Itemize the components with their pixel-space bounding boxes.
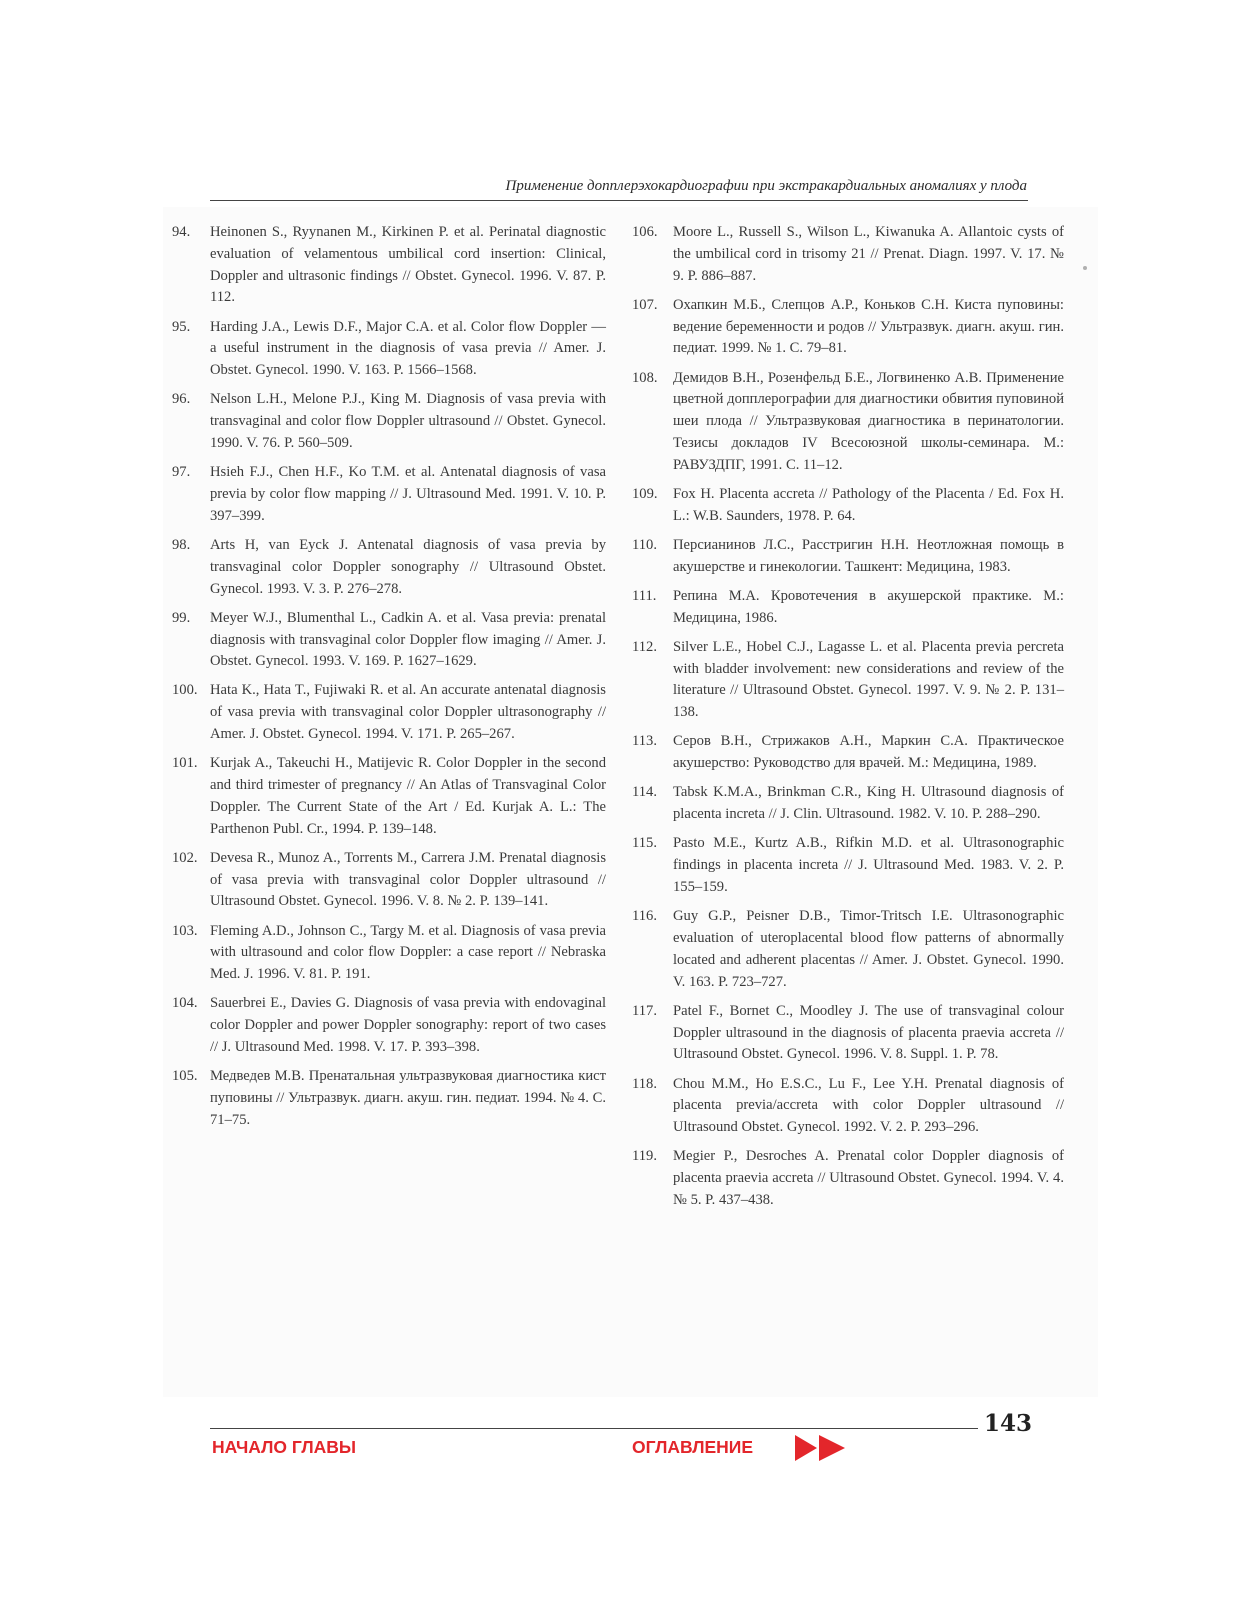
reference-number: 106.: [632, 224, 658, 240]
reference-item: [172, 993, 606, 1058]
reference-item: [632, 637, 1064, 724]
reference-item: [632, 782, 1064, 826]
reference-number: 112.: [632, 638, 657, 655]
reference-number: 94.: [172, 224, 191, 240]
reference-item: [632, 295, 1064, 360]
reference-text: Guy G.P., Peisner D.B., Timor-Tritsch I.E. Ultrasonographic evaluation of uteroplacental blood flow patterns of abnormally located and adherent placentas // Amer. J. Obstet. Gynecol. 1990. V. 163. P. 723–727.: [673, 908, 1064, 990]
reference-number: 100.: [172, 682, 198, 699]
table-of-contents-link[interactable]: ОГЛАВЛЕНИЕ: [632, 1437, 754, 1457]
reference-number: 105.: [172, 1068, 198, 1085]
reference-text: Patel F., Bornet C., Moodley J. The use of transvaginal colour Doppler ultrasound in the diagnosis of placenta praevia accreta // Ultrasound Obstet. Gynecol. 1996. V. 8. Suppl. 1. P. 78.: [673, 1002, 1064, 1063]
reference-number: 118.: [632, 1075, 657, 1092]
reference-item: [632, 586, 1064, 630]
reference-text: Moore L., Russell S., Wilson L., Kiwanuka A. Allantoic cysts of the umbilical cord in trisomy 21 // Prenat. Diagn. 1997. V. 17. № 9. P. 886–887.: [673, 224, 1064, 284]
reference-item: [172, 389, 606, 454]
page-number: 143: [984, 1410, 1033, 1437]
reference-number: 103.: [172, 922, 198, 939]
reference-number: 99.: [172, 609, 191, 626]
reference-number: 107.: [632, 296, 658, 313]
reference-item: [172, 680, 606, 745]
reference-item: [172, 222, 606, 309]
header-rule: [210, 200, 1028, 201]
chapter-start-link[interactable]: НАЧАЛО ГЛАВЫ: [212, 1437, 357, 1457]
reference-number: 114.: [632, 784, 657, 801]
reference-text: Arts H, van Eyck J. Antenatal diagnosis of vasa previa by transvaginal color Doppler sonography // Ultrasound Obstet. Gynecol. 1993. V. 3. P. 276–278.: [210, 536, 606, 597]
reference-number: 113.: [632, 733, 657, 750]
footer-rule: [210, 1428, 978, 1429]
reference-item: [172, 462, 606, 527]
reference-item: [172, 921, 606, 986]
reference-text: Охапкин М.Б., Слепцов А.Р., Коньков С.Н. Киста пуповины: ведение беременности и родов // Ультразвук. диагн. акуш. гин. педиат. 1999. № 1. С. 79–81.: [673, 296, 1064, 357]
fast-forward-icon[interactable]: [795, 1433, 847, 1463]
reference-item: [172, 608, 606, 673]
reference-number: 108.: [632, 369, 658, 386]
reference-number: 97.: [172, 464, 191, 481]
reference-text: Репина М.А. Кровотечения в акушерской практике. М.: Медицина, 1986.: [673, 587, 1064, 626]
reference-number: 109.: [632, 485, 658, 502]
reference-item: [632, 222, 1064, 287]
reference-number: 102.: [172, 849, 198, 866]
reference-text: Harding J.A., Lewis D.F., Major C.A. et al. Color flow Doppler — a useful instrument in the diagnosis of vasa previa // Amer. J. Obstet. Gynecol. 1990. V. 163. P. 1566–1568.: [210, 318, 606, 379]
reference-text: Медведев М.В. Пренатальная ультразвуковая диагностика кист пуповины // Ультразвук. диагн. акуш. гин. педиат. 1994. № 4. С. 71–75.: [210, 1068, 606, 1128]
reference-number: 111.: [632, 587, 657, 604]
reference-item: [172, 317, 606, 382]
reference-number: 110.: [632, 536, 657, 553]
reference-item: [172, 1066, 606, 1131]
reference-text: Pasto M.E., Kurtz A.B., Rifkin M.D. et al. Ultrasonographic findings in placenta increta // J. Ultrasound Med. 1983. V. 2. P. 155–159.: [673, 835, 1064, 896]
reference-text: Heinonen S., Ryynanen M., Kirkinen P. et al. Perinatal diagnostic evaluation of velamentous umbilical cord insertion: Clinical, Doppler and ultrasonic findings // Obstet. Gynecol. 1996. V. 87. P. 112.: [210, 224, 606, 306]
reference-item: [632, 1001, 1064, 1066]
reference-text: Nelson L.H., Melone P.J., King M. Diagnosis of vasa previa with transvaginal and color flow Doppler ultrasound // Obstet. Gynecol. 1990. V. 76. P. 560–509.: [210, 391, 606, 451]
reference-item: [632, 484, 1064, 528]
reference-text: Megier P., Desroches A. Prenatal color Doppler diagnosis of placenta praevia accreta // Ultrasound Obstet. Gynecol. 1994. V. 4. № 5. P. 437–438.: [673, 1148, 1064, 1208]
references-left-column: [172, 222, 606, 1139]
reference-text: Chou M.M., Ho E.S.C., Lu F., Lee Y.H. Prenatal diagnosis of placenta previa/accreta with color Doppler ultrasound // Ultrasound Obstet. Gynecol. 1992. V. 2. P. 293–296.: [673, 1075, 1064, 1136]
reference-item: [172, 535, 606, 600]
reference-item: [172, 753, 606, 840]
reference-text: Fox H. Placenta accreta // Pathology of the Placenta / Ed. Fox H. L.: W.B. Saunders, 1978. P. 64.: [673, 485, 1064, 524]
scan-speck: [1083, 266, 1087, 270]
reference-item: [632, 906, 1064, 993]
reference-item: [632, 833, 1064, 898]
reference-item: [632, 1146, 1064, 1211]
reference-number: 115.: [632, 835, 657, 852]
reference-number: 119.: [632, 1148, 657, 1165]
reference-item: [632, 535, 1064, 579]
reference-number: 117.: [632, 1002, 657, 1019]
reference-number: 95.: [172, 318, 191, 335]
reference-text: Tabsk K.M.A., Brinkman C.R., King H. Ultrasound diagnosis of placenta increta // J. Clin. Ultrasound. 1982. V. 10. P. 288–290.: [673, 784, 1064, 823]
reference-text: Fleming A.D., Johnson C., Targy M. et al. Diagnosis of vasa previa with ultrasound and color flow Doppler: a case report // Nebraska Med. J. 1996. V. 81. P. 191.: [210, 922, 606, 983]
reference-text: Silver L.E., Hobel C.J., Lagasse L. et al. Placenta previa percreta with bladder involvement: new considerations and review of the literature // Ultrasound Obstet. Gynecol. 1997. V. 9. № 2. P. 131–138.: [673, 638, 1064, 721]
reference-text: Серов В.Н., Стрижаков А.Н., Маркин С.А. Практическое акушерство: Руководство для врачей. М.: Медицина, 1989.: [673, 733, 1064, 772]
reference-item: [172, 848, 606, 913]
running-header: Применение допплерэхокардиографии при экстракардиальных аномалиях у плода: [505, 178, 1027, 194]
reference-number: 98.: [172, 536, 191, 553]
reference-text: Kurjak A., Takeuchi H., Matijevic R. Color Doppler in the second and third trimester of pregnancy // An Atlas of Transvaginal Color Doppler. The Current State of the Art / Ed. Kurjak A. L.: The Parthenon Publ. Cr., 1994. P. 139–148.: [210, 755, 606, 837]
reference-text: Devesa R., Munoz A., Torrents M., Carrera J.M. Prenatal diagnosis of vasa previa with transvaginal color Doppler ultrasound // Ultrasound Obstet. Gynecol. 1996. V. 8. № 2. P. 139–141.: [210, 849, 606, 910]
reference-item: [632, 731, 1064, 775]
reference-text: Персианинов Л.С., Расстригин Н.Н. Неотложная помощь в акушерстве и гинекологии. Ташкент: Медицина, 1983.: [673, 536, 1064, 575]
reference-number: 96.: [172, 391, 191, 408]
reference-text: Hata K., Hata T., Fujiwaki R. et al. An accurate antenatal diagnosis of vasa previa with transvaginal color Doppler ultrasonography // Amer. J. Obstet. Gynecol. 1994. V. 171. P. 265–267.: [210, 682, 606, 743]
reference-number: 101.: [172, 755, 198, 772]
reference-number: 104.: [172, 995, 198, 1012]
reference-item: [632, 1074, 1064, 1139]
reference-text: Meyer W.J., Blumenthal L., Cadkin A. et al. Vasa previa: prenatal diagnosis with transvaginal color Doppler flow imaging // Amer. J. Obstet. Gynecol. 1993. V. 169. P. 1627–1629.: [210, 609, 606, 670]
reference-text: Демидов В.Н., Розенфельд Б.Е., Логвиненко А.В. Применение цветной допплерографии для диагностики обвития пуповиной шеи плода // Ультразвуковая диагностика в перинатологии. Тезисы докладов IV Всесоюзной школы-семинара. М.: РАВУЗДПГ, 1991. С. 11–12.: [673, 369, 1064, 473]
reference-text: Hsieh F.J., Chen H.F., Ko T.M. et al. Antenatal diagnosis of vasa previa by color flow mapping // J. Ultrasound Med. 1991. V. 10. P. 397–399.: [210, 464, 606, 524]
references-right-column: [632, 222, 1064, 1219]
reference-text: Sauerbrei E., Davies G. Diagnosis of vasa previa with endovaginal color Doppler and power Doppler sonography: report of two cases // J. Ultrasound Med. 1998. V. 17. P. 393–398.: [210, 995, 606, 1055]
reference-number: 116.: [632, 908, 657, 925]
reference-item: [632, 368, 1064, 477]
